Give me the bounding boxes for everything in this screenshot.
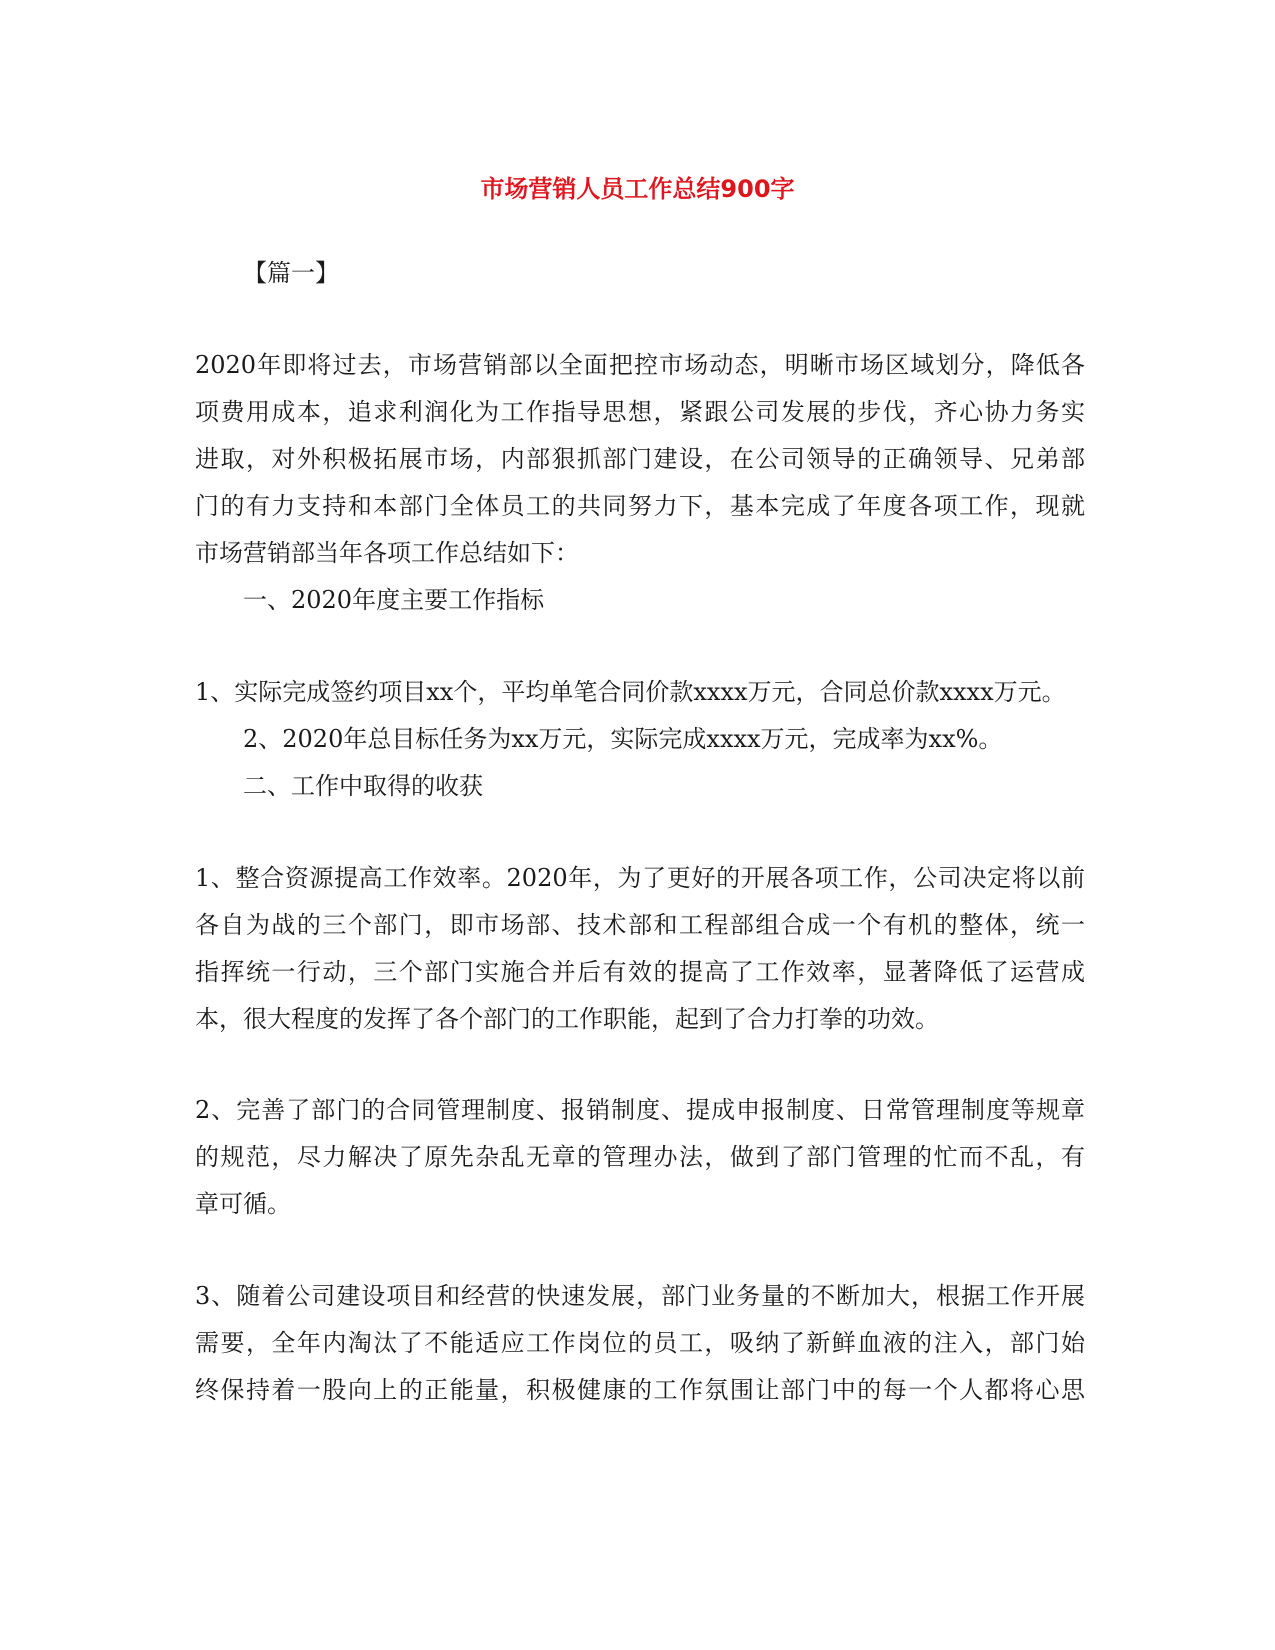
gain-2-line: 章可循。 <box>195 1190 291 1218</box>
intro-line: 进取，对外积极拓展市场，内部狠抓部门建设，在公司领导的正确领导、兄弟部 <box>195 445 1085 473</box>
gain-2-line: 的规范，尽力解决了原先杂乱无章的管理办法，做到了部门管理的忙而不乱，有 <box>195 1143 1085 1171</box>
intro-line: 市场营销部当年各项工作总结如下： <box>195 539 579 567</box>
heading-main-indicators: 一、2020年度主要工作指标 <box>243 586 545 614</box>
gain-1-line: 1、整合资源提高工作效率。2020年，为了更好的开展各项工作，公司决定将以前 <box>195 864 1085 892</box>
document-title: 市场营销人员工作总结900字 <box>480 175 795 203</box>
heading-gains: 二、工作中取得的收获 <box>243 772 483 800</box>
gain-1-line: 本，很大程度的发挥了各个部门的工作职能，起到了合力打拳的功效。 <box>195 1005 939 1033</box>
section-label: 【篇一】 <box>243 259 339 287</box>
gain-1-line: 指挥统一行动，三个部门实施合并后有效的提高了工作效率，显著降低了运营成 <box>195 958 1085 986</box>
gain-2-line: 2、完善了部门的合同管理制度、报销制度、提成申报制度、日常管理制度等规章 <box>195 1096 1085 1124</box>
metric-line: 2、2020年总目标任务为xx万元，实际完成xxxx万元，完成率为xx%。 <box>243 725 1003 753</box>
intro-line: 2020年即将过去，市场营销部以全面把控市场动态，明晰市场区域划分，降低各 <box>195 351 1085 379</box>
intro-line: 门的有力支持和本部门全体员工的共同努力下，基本完成了年度各项工作，现就 <box>195 492 1085 520</box>
metric-line: 1、实际完成签约项目xx个，平均单笔合同价款xxxx万元，合同总价款xxxx万元。 <box>195 678 1066 706</box>
gain-1-line: 各自为战的三个部门，即市场部、技术部和工程部组合成一个有机的整体，统一 <box>195 911 1085 939</box>
intro-line: 项费用成本，追求利润化为工作指导思想，紧跟公司发展的步伐，齐心协力务实 <box>195 398 1085 426</box>
gain-3-line: 需要，全年内淘汰了不能适应工作岗位的员工，吸纳了新鲜血液的注入，部门始 <box>195 1329 1085 1357</box>
gain-3-line: 3、随着公司建设项目和经营的快速发展，部门业务量的不断加大，根据工作开展 <box>195 1282 1085 1310</box>
gain-3-line: 终保持着一股向上的正能量，积极健康的工作氛围让部门中的每一个人都将心思 <box>195 1376 1085 1404</box>
